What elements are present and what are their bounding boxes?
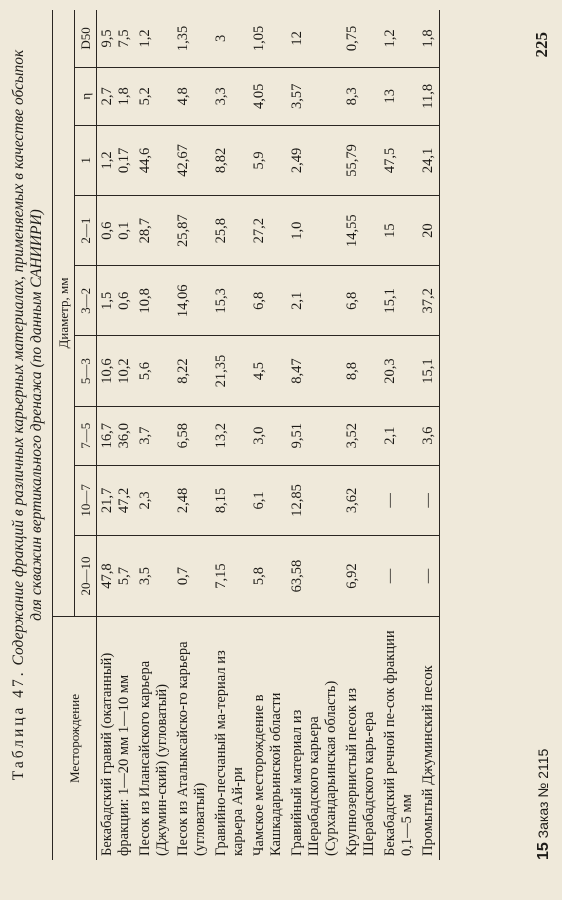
table-caption xyxy=(10,25,46,805)
value-cell: — xyxy=(380,465,418,535)
value-cell: 37,2 xyxy=(418,266,440,336)
value-cell: 13 xyxy=(380,67,418,125)
value-cell: 8,15 xyxy=(211,465,249,535)
value-cell: 0,75 xyxy=(342,10,380,67)
table-row xyxy=(211,10,249,860)
deposit-cell: Промытый Джуминский песок xyxy=(418,617,440,861)
page-number: 225 xyxy=(532,32,551,58)
value-cell: 5,9 xyxy=(249,125,287,195)
value-cell: 25,87 xyxy=(173,196,211,266)
value-cell: 0,6 0,1 xyxy=(97,196,136,266)
deposit-cell: Гравийно-песчаный ма-териал из карьера Ай-ри xyxy=(211,617,249,861)
caption-label: Таблица 47. xyxy=(10,669,27,781)
header-row-top xyxy=(53,10,75,860)
sheet-number: 15 xyxy=(535,842,552,860)
fractions-table xyxy=(52,10,440,860)
order-number: Заказ № 2115 xyxy=(535,748,551,839)
value-cell: 14,55 xyxy=(342,196,380,266)
value-cell: 6,8 xyxy=(342,266,380,336)
value-cell: 3,62 xyxy=(342,465,380,535)
value-cell: 1,35 xyxy=(173,10,211,67)
value-cell: 15 xyxy=(380,196,418,266)
value-cell: 3,5 xyxy=(135,536,173,617)
value-cell: 11,8 xyxy=(418,67,440,125)
deposit-cell: Крупнозернистый песок из Шерабадского карь-ера xyxy=(342,617,380,861)
caption-title-line1: Содержание фракций в различных карьерных материалах, применяемых в качестве обсыпок xyxy=(10,49,27,666)
header-col: 20—10 xyxy=(75,536,97,617)
header-col: 10—7 xyxy=(75,465,97,535)
value-cell: 9,5 7,5 xyxy=(97,10,136,67)
value-cell: 4,5 xyxy=(249,336,287,406)
value-cell: 25,8 xyxy=(211,196,249,266)
table-row xyxy=(173,10,211,860)
value-cell: 3,3 xyxy=(211,67,249,125)
value-cell: 6,92 xyxy=(342,536,380,617)
value-cell: — xyxy=(418,465,440,535)
table-row xyxy=(249,10,287,860)
value-cell: 3,0 xyxy=(249,406,287,465)
value-cell: 24,1 xyxy=(418,125,440,195)
value-cell: 5,6 xyxy=(135,336,173,406)
value-cell: 21,35 xyxy=(211,336,249,406)
value-cell: 1,2 xyxy=(135,10,173,67)
value-cell: — xyxy=(380,536,418,617)
value-cell: 47,5 xyxy=(380,125,418,195)
value-cell: 15,3 xyxy=(211,266,249,336)
deposit-cell: Бекабадский речной пе-сок фракции 0,1—5 мм xyxy=(380,617,418,861)
table-row xyxy=(135,10,173,860)
table-row xyxy=(97,10,136,860)
value-cell: 14,06 xyxy=(173,266,211,336)
value-cell: 20,3 xyxy=(380,336,418,406)
value-cell: 27,2 xyxy=(249,196,287,266)
value-cell: 8,3 xyxy=(342,67,380,125)
value-cell: 5,8 xyxy=(249,536,287,617)
table-row xyxy=(380,10,418,860)
value-cell: 12,85 xyxy=(287,465,342,535)
value-cell: 9,51 xyxy=(287,406,342,465)
deposit-cell: Бекабадский гравий (окатанный) фракции: 1—20 мм 1—10 мм xyxy=(97,617,136,861)
deposit-cell: Песок из Аталыксайско-го карьера (угловатый) xyxy=(173,617,211,861)
value-cell: 44,6 xyxy=(135,125,173,195)
value-cell: 4,8 xyxy=(173,67,211,125)
value-cell: 1,05 xyxy=(249,10,287,67)
value-cell: 28,7 xyxy=(135,196,173,266)
value-cell: 63,58 xyxy=(287,536,342,617)
header-col: 7—5 xyxy=(75,406,97,465)
deposit-cell: Чамское месторождение в Кашкадарьинской области xyxy=(249,617,287,861)
header-col: 3—2 xyxy=(75,266,97,336)
header-col: D50 xyxy=(75,10,97,67)
header-col: 1 xyxy=(75,125,97,195)
caption-title-line2: для скважин вертикального дренажа (по данным САНИИРИ) xyxy=(28,209,45,621)
value-cell: 5,2 xyxy=(135,67,173,125)
value-cell: 2,7 1,8 xyxy=(97,67,136,125)
value-cell: — xyxy=(418,536,440,617)
value-cell: 2,1 xyxy=(380,406,418,465)
value-cell: 8,82 xyxy=(211,125,249,195)
value-cell: 7,15 xyxy=(211,536,249,617)
print-signature xyxy=(535,749,553,860)
value-cell: 1,5 0,6 xyxy=(97,266,136,336)
value-cell: 1,8 xyxy=(418,10,440,67)
deposit-cell: Гравийный материал из Шерабадского карьера (Сурхандарьинская область) xyxy=(287,617,342,861)
value-cell: 12 xyxy=(287,10,342,67)
value-cell: 3,7 xyxy=(135,406,173,465)
value-cell: 47,8 5,7 xyxy=(97,536,136,617)
value-cell: 4,05 xyxy=(249,67,287,125)
value-cell: 8,8 xyxy=(342,336,380,406)
value-cell: 2,49 xyxy=(287,125,342,195)
value-cell: 2,1 xyxy=(287,266,342,336)
header-col: 2—1 xyxy=(75,196,97,266)
value-cell: 15,1 xyxy=(380,266,418,336)
header-deposit: Месторождение xyxy=(53,617,97,861)
header-col: 5—3 xyxy=(75,336,97,406)
value-cell: 21,7 47,2 xyxy=(97,465,136,535)
value-cell: 55,79 xyxy=(342,125,380,195)
deposit-cell: Песок из Илансайского карьера (Джумин-ский) (угловатый) xyxy=(135,617,173,861)
value-cell: 3,52 xyxy=(342,406,380,465)
value-cell: 10,6 10,2 xyxy=(97,336,136,406)
value-cell: 1,2 xyxy=(380,10,418,67)
value-cell: 8,22 xyxy=(173,336,211,406)
value-cell: 10,8 xyxy=(135,266,173,336)
value-cell: 3,57 xyxy=(287,67,342,125)
value-cell: 6,8 xyxy=(249,266,287,336)
value-cell: 6,1 xyxy=(249,465,287,535)
value-cell: 2,3 xyxy=(135,465,173,535)
value-cell: 8,47 xyxy=(287,336,342,406)
header-col: η xyxy=(75,67,97,125)
table-row xyxy=(342,10,380,860)
value-cell: 1,2 0,17 xyxy=(97,125,136,195)
value-cell: 0,7 xyxy=(173,536,211,617)
value-cell: 3 xyxy=(211,10,249,67)
table-row xyxy=(418,10,440,860)
value-cell: 3,6 xyxy=(418,406,440,465)
value-cell: 15,1 xyxy=(418,336,440,406)
header-diameter: Диаметр, мм xyxy=(53,10,75,617)
value-cell: 2,48 xyxy=(173,465,211,535)
value-cell: 42,67 xyxy=(173,125,211,195)
value-cell: 1,0 xyxy=(287,196,342,266)
value-cell: 16,7 36,0 xyxy=(97,406,136,465)
value-cell: 20 xyxy=(418,196,440,266)
value-cell: 13,2 xyxy=(211,406,249,465)
table-row xyxy=(287,10,342,860)
value-cell: 6,58 xyxy=(173,406,211,465)
